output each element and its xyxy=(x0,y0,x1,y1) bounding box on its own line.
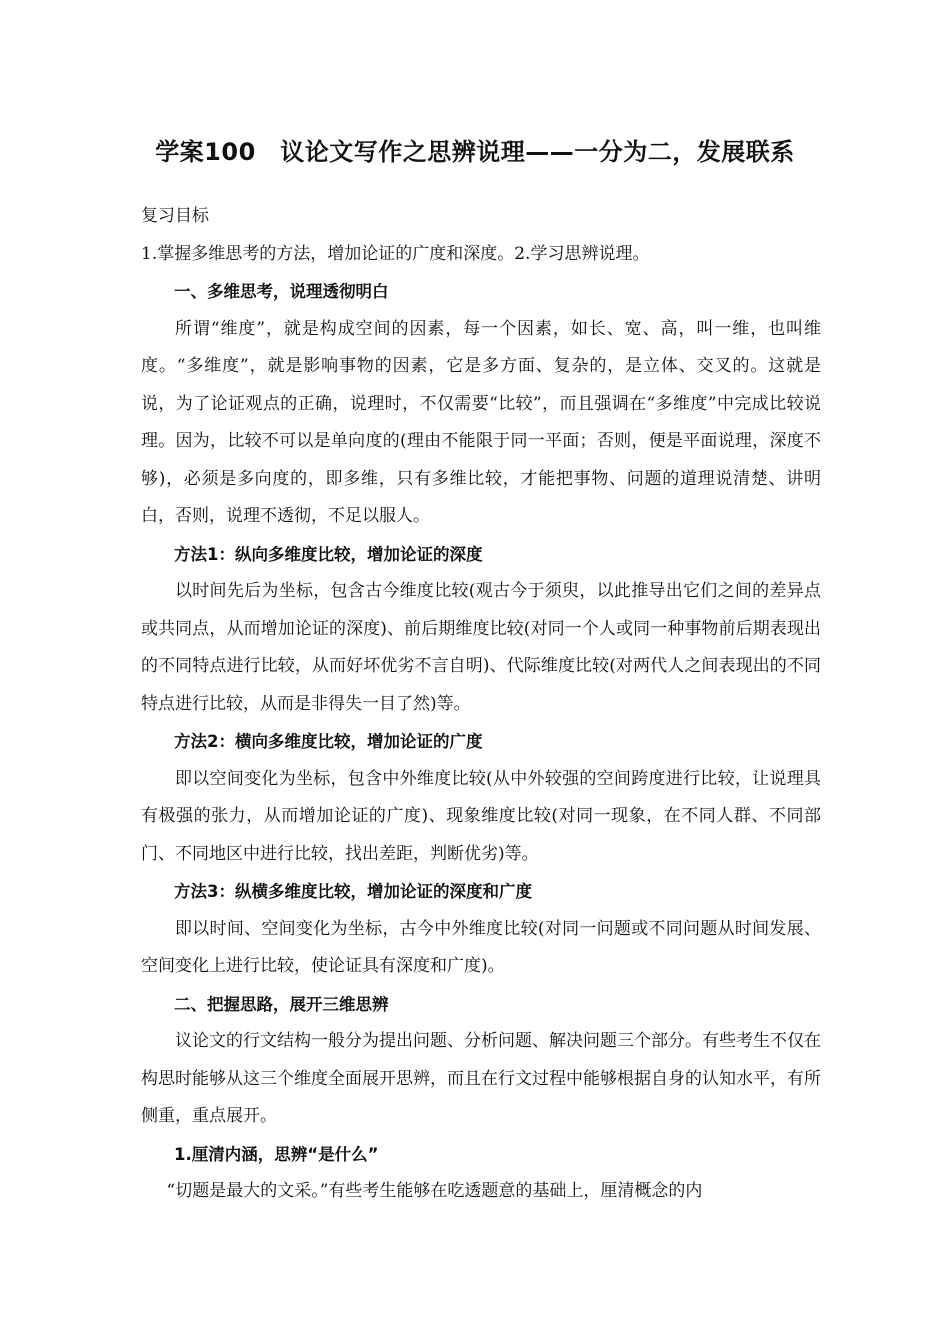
objectives-text: 1.掌握多维思考的方法，增加论证的广度和深度。2.学习思辨说理。 xyxy=(141,243,650,264)
method2-paragraph: 即以空间变化为坐标，包含中外维度比较(从中外较强的空间跨度进行比较，让说理具有极强的张力，从而增加论证的广度)、现象维度比较(对同一现象，在不同人群、不同部门、不同地区中进行比较，找出差距，判断优劣)等。 xyxy=(141,768,821,864)
sub1-paragraph: “切题是最大的文采。”有些考生能够在吃透题意的基础上，厘清概念的内 xyxy=(166,1181,703,1201)
method3-paragraph: 即以时间、空间变化为坐标，古今中外维度比较(对同一问题或不同问题从时间发展、空间变化上进行比较，使论证具有深度和广度)。 xyxy=(141,918,821,976)
method2-heading: 方法2：横向多维度比较，增加论证的广度 xyxy=(174,732,483,751)
sub1-heading: 1.厘清内涵，思辨“是什么” xyxy=(174,1144,379,1164)
section1-paragraph: 所谓“维度”，就是构成空间的因素，每一个因素，如长、宽、高，叫一维，也叫维度。“多维度”，就是影响事物的因素，它是多方面、复杂的，是立体、交叉的。这就是说，为了论证观点的正确，说理时，不仅需要“比较”，而且强调在“多维度”中完成比较说理。因为，比较不可以是单向度的(理由不能限于同一平面；否则，便是平面说理，深度不够)，必须是多向度的，即多维，只有多维比较，才能把事物、问题的道理说清楚、讲明白，否则，说理不透彻，不足以服人。 xyxy=(141,318,821,526)
objectives-label: 复习目标 xyxy=(141,206,209,226)
page-title: 学案100 议论文写作之思辨说理——一分为二，发展联系 xyxy=(155,138,795,166)
method3-heading: 方法3：纵横多维度比较，增加论证的深度和广度 xyxy=(174,882,532,901)
section1-heading: 一、多维思考，说理透彻明白 xyxy=(174,282,389,301)
document-body xyxy=(141,198,821,1211)
method1-heading: 方法1：纵向多维度比较，增加论证的深度 xyxy=(174,544,483,564)
section2-heading: 二、把握思路，展开三维思辨 xyxy=(174,994,389,1014)
section2-paragraph: 议论文的行文结构一般分为提出问题、分析问题、解决问题三个部分。有些考生不仅在构思时能够从这三个维度全面展开思辨，而且在行文过程中能够根据自身的认知水平，有所侧重，重点展开。 xyxy=(141,1031,821,1126)
method1-paragraph: 以时间先后为坐标，包含古今维度比较(观古今于须臾，以此推导出它们之间的差异点或共同点，从而增加论证的深度)、前后期维度比较(对同一个人或同一种事物前后期表现出的不同特点进行比较，从而好坏优劣不言自明)、代际维度比较(对两代人之间表现出的不同特点进行比较，从而是非得失一目了然)等。 xyxy=(141,581,821,714)
